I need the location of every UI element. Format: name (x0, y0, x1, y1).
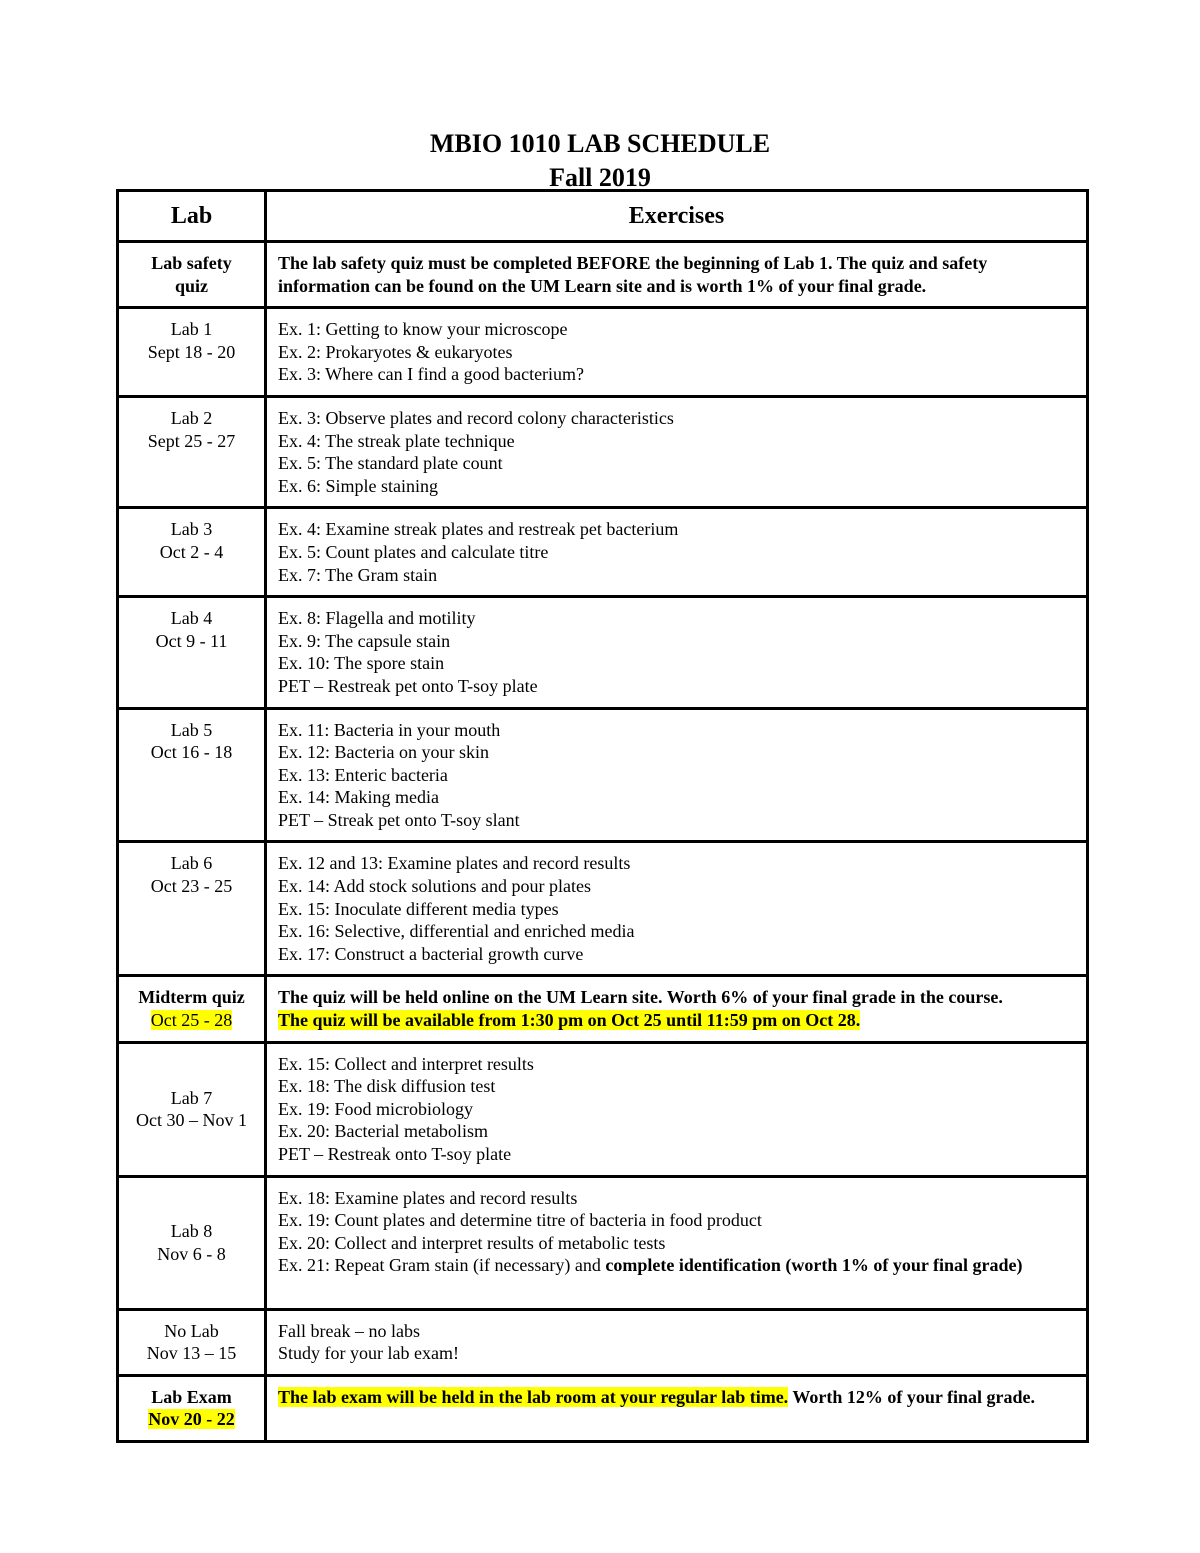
exercises-cell (266, 1309, 1088, 1375)
exercises-cell (266, 976, 1088, 1042)
exercise-line: Ex. 19: Count plates and determine titre of bacteria in food product (278, 1210, 762, 1231)
exercise-line: Ex. 10: The spore stain (278, 653, 445, 674)
exercise-line: Fall break – no labs (278, 1320, 420, 1341)
header-exercises: Exercises (266, 191, 1088, 242)
exercise-line: Ex. 15: Collect and interpret results (278, 1053, 534, 1074)
exercises-cell (266, 396, 1088, 507)
lab-cell (118, 976, 266, 1042)
exercises-cell (266, 508, 1088, 597)
exercise-line: PET – Streak pet onto T-soy slant (278, 809, 520, 830)
exercise-line: Ex. 3: Observe plates and record colony characteristics (278, 407, 674, 428)
exercise-line: Ex. 8: Flagella and motility (278, 608, 476, 629)
exercise-line: Ex. 20: Bacterial metabolism (278, 1121, 488, 1142)
lab-dates: Sept 25 - 27 (147, 430, 236, 451)
lab-cell (118, 1176, 266, 1309)
lab-dates: Oct 16 - 18 (150, 742, 233, 763)
lab-name: Lab 7 (170, 1087, 213, 1108)
lab-cell (118, 396, 266, 507)
lab-name: Lab 4 (170, 608, 213, 629)
page-subtitle: Fall 2019 (549, 163, 651, 192)
table-row (118, 396, 1088, 507)
lab-cell (118, 508, 266, 597)
exercise-line: The quiz will be held online on the UM Learn site. Worth 6% of your final grade in the course. (278, 987, 1003, 1008)
lab-cell (118, 708, 266, 842)
table-row (118, 842, 1088, 976)
table-row (118, 597, 1088, 708)
exercise-line: Ex. 9: The capsule stain (278, 630, 451, 651)
exercise-line: Ex. 3: Where can I find a good bacterium? (278, 364, 585, 385)
exercise-line: information can be found on the UM Learn site and is worth 1% of your final grade. (278, 275, 927, 296)
exercise-line: Ex. 12 and 13: Examine plates and record results (278, 853, 631, 874)
page-title: MBIO 1010 LAB SCHEDULE (429, 129, 771, 158)
exercise-line: Ex. 11: Bacteria in your mouth (278, 719, 501, 740)
lab-dates: Nov 13 – 15 (146, 1343, 237, 1364)
exercise-line: Ex. 4: The streak plate technique (278, 430, 515, 451)
table-row (118, 708, 1088, 842)
exercise-line: Ex. 13: Enteric bacteria (278, 764, 448, 785)
lab-schedule-table (116, 189, 1089, 1443)
exercise-line: Ex. 18: The disk diffusion test (278, 1076, 496, 1097)
lab-cell (118, 308, 266, 397)
exercise-line: Ex. 16: Selective, differential and enriched media (278, 921, 635, 942)
lab-dates: Sept 18 - 20 (147, 341, 236, 362)
table-row (118, 1176, 1088, 1309)
exercises-cell (266, 1375, 1088, 1441)
lab-cell (118, 1309, 266, 1375)
exercise-emphasis: complete identification (worth 1% of your final grade) (605, 1255, 1023, 1276)
exercise-line (278, 1254, 1076, 1277)
header-lab: Lab (118, 191, 266, 242)
table-row (118, 1375, 1088, 1441)
exercise-line: Ex. 14: Making media (278, 787, 439, 808)
lab-name: Lab 8 (170, 1221, 213, 1241)
exercise-line: The lab safety quiz must be completed BEFORE the beginning of Lab 1. The quiz and safety (278, 253, 988, 273)
lab-cell (118, 1042, 266, 1176)
lab-cell (118, 242, 266, 308)
exercise-line: Ex. 18: Examine plates and record results (278, 1187, 578, 1208)
exercise-line: PET – Restreak pet onto T-soy plate (278, 675, 538, 696)
exercises-cell (266, 842, 1088, 976)
lab-dates: Oct 30 – Nov 1 (136, 1110, 247, 1131)
exercises-cell (266, 1042, 1088, 1176)
exercise-line: Ex. 5: The standard plate count (278, 453, 503, 474)
table-row (118, 508, 1088, 597)
lab-cell (118, 842, 266, 976)
exercise-line: Ex. 2: Prokaryotes & eukaryotes (278, 341, 513, 362)
table-row (118, 1309, 1088, 1375)
exercise-line: Ex. 19: Food microbiology (278, 1098, 473, 1119)
table-row (118, 308, 1088, 397)
lab-name: Lab Exam (151, 1386, 232, 1407)
table-header-row (118, 191, 1088, 242)
lab-dates: Nov 6 - 8 (157, 1243, 226, 1264)
exercise-line: Ex. 14: Add stock solutions and pour plates (278, 876, 591, 897)
exercise-text: Ex. 21: Repeat Gram stain (if necessary) and (278, 1255, 606, 1276)
exercise-line: PET – Restreak onto T-soy plate (278, 1144, 512, 1164)
lab-name: Midterm quiz (138, 987, 245, 1008)
table-row (118, 1042, 1088, 1176)
exercises-cell (266, 1176, 1088, 1309)
exercise-text: Worth 12% of your final grade. (788, 1386, 1036, 1407)
lab-dates: Oct 23 - 25 (150, 876, 233, 897)
lab-cell (118, 1375, 266, 1441)
lab-cell (118, 597, 266, 708)
lab-name: Lab safety (151, 253, 232, 273)
exercises-cell (266, 242, 1088, 308)
lab-dates: Oct 9 - 11 (155, 630, 228, 651)
exercise-line: Ex. 12: Bacteria on your skin (278, 742, 489, 763)
lab-name: Lab 3 (170, 519, 213, 540)
lab-name: Lab 5 (170, 719, 213, 740)
exercises-cell (266, 708, 1088, 842)
exercise-line: Ex. 15: Inoculate different media types (278, 898, 559, 919)
exercise-line: Ex. 1: Getting to know your microscope (278, 319, 568, 340)
exercise-line: Ex. 6: Simple staining (278, 475, 438, 496)
lab-name: Lab 1 (170, 319, 213, 340)
table-row (118, 242, 1088, 308)
exercise-line: Ex. 4: Examine streak plates and restreak pet bacterium (278, 519, 679, 540)
lab-dates: quiz (174, 275, 208, 296)
highlighted-dates: Oct 25 - 28 (150, 1010, 233, 1031)
exercise-line (278, 1386, 1076, 1409)
exercises-cell (266, 597, 1088, 708)
table-row (118, 976, 1088, 1042)
exercise-line: Ex. 17: Construct a bacterial growth curve (278, 943, 584, 964)
exercise-line: Ex. 7: The Gram stain (278, 564, 438, 585)
exercise-line: Ex. 5: Count plates and calculate titre (278, 541, 549, 562)
lab-name: Lab 6 (170, 853, 213, 874)
exercise-line: Ex. 20: Collect and interpret results of metabolic tests (278, 1232, 666, 1253)
exercise-line: Study for your lab exam! (278, 1343, 459, 1364)
highlighted-notice: The quiz will be available from 1:30 pm on Oct 25 until 11:59 pm on Oct 28. (278, 1010, 861, 1031)
lab-dates: Oct 2 - 4 (159, 541, 224, 562)
lab-name: No Lab (164, 1320, 219, 1341)
exercises-cell (266, 308, 1088, 397)
highlighted-notice: The lab exam will be held in the lab room at your regular lab time. (278, 1386, 789, 1407)
highlighted-dates: Nov 20 - 22 (148, 1409, 235, 1430)
lab-name: Lab 2 (170, 407, 213, 428)
